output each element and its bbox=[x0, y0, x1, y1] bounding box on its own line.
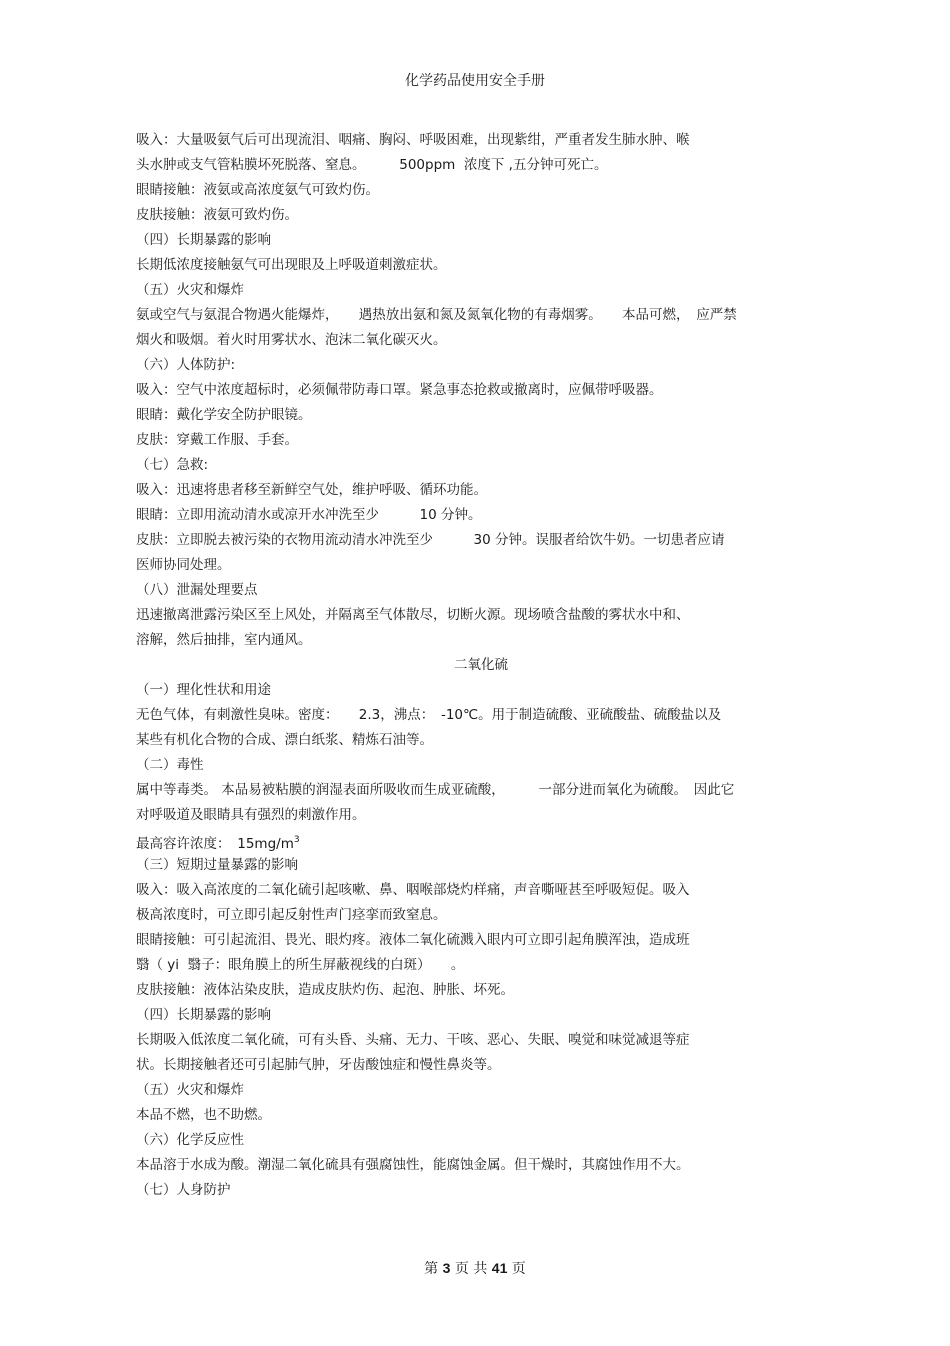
text-line: 某些有机化合物的合成、漂白纸浆、精炼石油等。 bbox=[136, 732, 433, 748]
text-line: 皮肤接触：液体沾染皮肤，造成皮肤灼伤、起泡、肿胀、坏死。 bbox=[136, 982, 514, 998]
chapter-title: 二氧化硫 bbox=[454, 657, 508, 673]
page-header-title: 化学药品使用安全手册 bbox=[405, 73, 545, 89]
footer-middle: 页 共 bbox=[450, 1261, 492, 1277]
text-line: 眼睛：戴化学安全防护眼镜。 bbox=[136, 407, 312, 423]
text-line: 本品不燃，也不助燃。 bbox=[136, 1107, 271, 1123]
section-heading: （六）化学反应性 bbox=[136, 1132, 244, 1148]
section-heading: （五）火灾和爆炸 bbox=[136, 282, 244, 298]
text-line: 眼睛：立即用流动清水或凉开水冲洗至少 10 分钟。 bbox=[136, 507, 482, 523]
section-heading: （六）人体防护: bbox=[136, 357, 236, 373]
section-heading: （三）短期过量暴露的影响 bbox=[136, 857, 298, 873]
text-line: 极高浓度时，可立即引起反射性声门痉挛而致窒息。 bbox=[136, 907, 447, 923]
text-line: 医师协同处理。 bbox=[136, 557, 231, 573]
text-line: 溶解，然后抽排，室内通风。 bbox=[136, 632, 312, 648]
text-line: 氨或空气与氨混合物遇火能爆炸， 遇热放出氨和氮及氮氧化物的有毒烟雾。 本品可燃， 应严禁 bbox=[136, 307, 737, 323]
text-line: 吸入：吸入高浓度的二氧化硫引起咳嗽、鼻、咽喉部烧灼样痛，声音嘶哑甚至呼吸短促。吸入 bbox=[136, 882, 690, 898]
footer-prefix: 第 bbox=[424, 1261, 443, 1277]
current-page-number: 3 bbox=[442, 1260, 451, 1276]
section-heading: （二）毒性 bbox=[136, 757, 204, 773]
total-pages-number: 41 bbox=[491, 1260, 508, 1276]
footer-suffix: 页 bbox=[507, 1261, 526, 1277]
text-line: 吸入：大量吸氨气后可出现流泪、咽痛、胸闷、呼吸困难，出现紫绀，严重者发生肺水肿、喉 bbox=[136, 132, 690, 148]
page-footer bbox=[0, 1258, 950, 1278]
text-line: 长期低浓度接触氨气可出现眼及上呼吸道刺激症状。 bbox=[136, 257, 447, 273]
section-heading: （七）人身防护 bbox=[136, 1182, 231, 1198]
section-heading: （八）泄漏处理要点 bbox=[136, 582, 258, 598]
text-line: 烟火和吸烟。着火时用雾状水、泡沫二氧化碳灭火。 bbox=[136, 332, 447, 348]
section-heading: （四）长期暴露的影响 bbox=[136, 1007, 271, 1023]
text-line: 翳（ yi 翳子：眼角膜上的所生屏蔽视线的白斑） 。 bbox=[136, 957, 465, 973]
text-line: 头水肿或支气管粘膜坏死脱落、窒息。 500ppm 浓度下 ,五分钟可死亡。 bbox=[136, 157, 608, 173]
text-line: 皮肤接触：液氨可致灼伤。 bbox=[136, 207, 298, 223]
text-line: 吸入：空气中浓度超标时，必须佩带防毒口罩。紧急事态抢救或撤离时，应佩带呼吸器。 bbox=[136, 382, 663, 398]
max-concentration-label: 最高容许浓度： 15mg/m bbox=[136, 836, 294, 852]
text-line: 皮肤：穿戴工作服、手套。 bbox=[136, 432, 298, 448]
text-line: 眼睛接触：可引起流泪、畏光、眼灼疼。液体二氧化硫溅入眼内可立即引起角膜浑浊，造成班 bbox=[136, 932, 690, 948]
text-line: 皮肤：立即脱去被污染的衣物用流动清水冲洗至少 30 分钟。误服者给饮牛奶。一切患者应请 bbox=[136, 532, 725, 548]
document-body bbox=[136, 128, 826, 1203]
text-line: 迅速撤离泄露污染区至上风处，并隔离至气体散尽，切断火源。现场喷含盐酸的雾状水中和、 bbox=[136, 607, 690, 623]
text-line: 本品溶于水成为酸。潮湿二氧化硫具有强腐蚀性，能腐蚀金属。但干燥时，其腐蚀作用不大。 bbox=[136, 1157, 690, 1173]
section-heading: （一）理化性状和用途 bbox=[136, 682, 271, 698]
text-line: 长期吸入低浓度二氧化硫，可有头昏、头痛、无力、干咳、恶心、失眠、嗅觉和味觉减退等症 bbox=[136, 1032, 690, 1048]
text-line: 状。长期接触者还可引起肺气肿，牙齿酸蚀症和慢性鼻炎等。 bbox=[136, 1057, 501, 1073]
text-line: 无色气体，有刺激性臭味。密度： 2.3，沸点： -10℃。用于制造硫酸、亚硫酸盐、硫酸盐以及 bbox=[136, 707, 722, 723]
text-line: 对呼吸道及眼睛具有强烈的刺激作用。 bbox=[136, 807, 366, 823]
section-heading: （四）长期暴露的影响 bbox=[136, 232, 271, 248]
section-heading: （五）火灾和爆炸 bbox=[136, 1082, 244, 1098]
max-concentration-line bbox=[136, 828, 826, 853]
text-line: 吸入：迅速将患者移至新鲜空气处，维护呼吸、循环功能。 bbox=[136, 482, 487, 498]
superscript: 3 bbox=[293, 835, 300, 845]
text-line: 属中等毒类。 本品易被粘膜的润湿表面所吸收而生成亚硫酸， 一部分进而氧化为硫酸。 因此它 bbox=[136, 782, 735, 798]
section-heading: （七）急救: bbox=[136, 457, 209, 473]
text-line: 眼睛接触：液氨或高浓度氨气可致灼伤。 bbox=[136, 182, 379, 198]
